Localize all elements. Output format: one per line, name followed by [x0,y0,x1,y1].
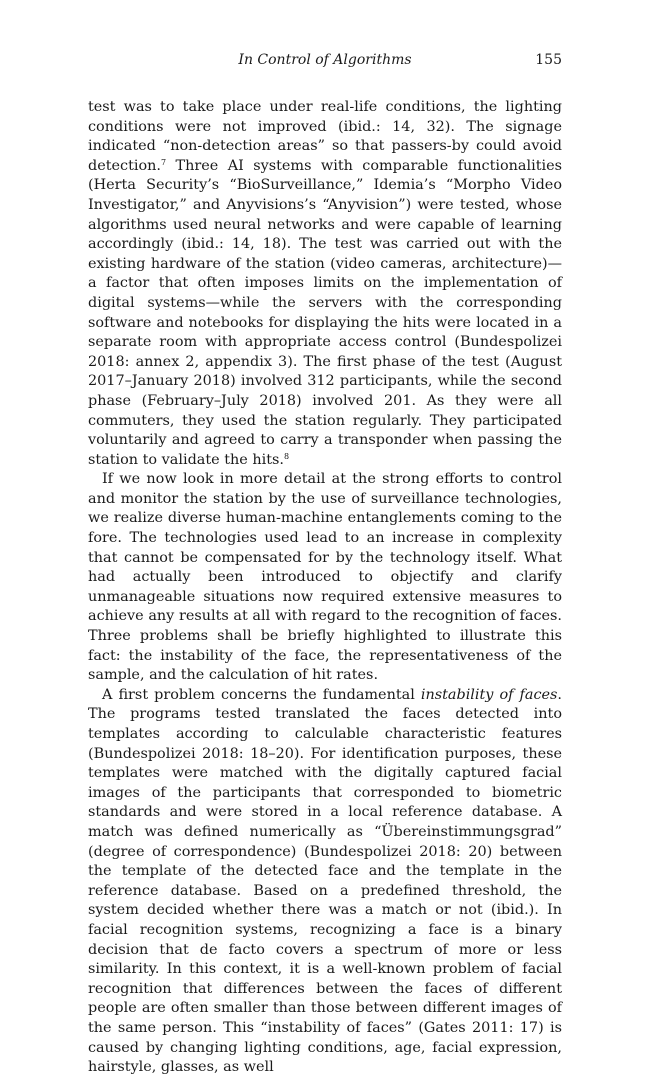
paragraph [88,98,562,470]
page-number: 155 [535,52,562,68]
text-run: test was to take place under real-life conditions, the lighting conditions were not improved (ibid.: 14, 32). The signage indicated “non-detection areas” so that passers-by could avoid detection. [88,99,562,174]
footnote-marker: 7 [160,157,167,167]
paragraph [88,686,562,1078]
text-run: Three AI systems with comparable functionalities (Herta Security’s “BioSurveillance,” Idemia’s “Morpho Video Investigator,” and Anyvisions’s “Anyvision”) were tested, whose algorithms used neural networks and were capable of learning accordingly (ibid.: 14, 18). The test was carried out with the existing hardware of the station (video cameras, architecture)—a factor that often imposes limits on the implementation of digital systems—while the servers with the corresponding software and notebooks for displaying the hits were located in a separate room with appropriate access control (Bundespolizei 2018: annex 2, appendix 3). The first phase of the test (August 2017–January 2018) involved 312 participants, while the second phase (February–July 2018) involved 201. As they were all commuters, they used the station regularly. They participated voluntarily and agreed to carry a transponder when passing the station to validate the hits. [88,157,562,468]
text-run: If we now look in more detail at the strong efforts to control and monitor the station by the use of surveillance technologies, we realize diverse human-machine entanglements coming to the fore. The technologies used lead to an increase in complexity that cannot be compensated for by the technology itself. What had actually been introduced to objectify and clarify unmanageable situations now required extensive measures to achieve any results at all with regard to the recognition of faces. Three problems shall be briefly highlighted to illustrate this fact: the instability of the face, the representativeness of the sample, and the calculation of hit rates. [88,471,562,684]
paragraph [88,470,562,686]
running-head [88,52,562,72]
text-run: . The programs tested translated the faces detected into templates according to calculable characteristic features (Bundespolizei 2018: 18–20). For identification purposes, these templates were matched with the digitally captured facial images of the participants that corresponded to biometric standards and were stored in a local reference database. A match was defined numerically as “Übereinstimmungsgrad” (degree of correspondence) (Bundespolizei 2018: 20) between the template of the detected face and the template in the reference database. Based on a predefined threshold, the system decided whether there was a match or not (ibid.). In facial recognition systems, recognizing a face is a binary decision that de facto covers a spectrum of more or less similarity. In this context, it is a well-known problem of facial recognition that differences between the faces of different people are often smaller than those between different images of the same person. This “instability of faces” (Gates 2011: 17) is caused by changing lighting conditions, age, facial expression, hairstyle, glasses, as well [88,686,562,1076]
running-title: In Control of Algorithms [238,52,412,68]
text-run: A first problem concerns the fundamental [102,686,421,703]
footnote-marker: 8 [284,451,290,461]
body-text [88,98,562,1078]
emphasis-text: instability of faces [420,686,558,703]
